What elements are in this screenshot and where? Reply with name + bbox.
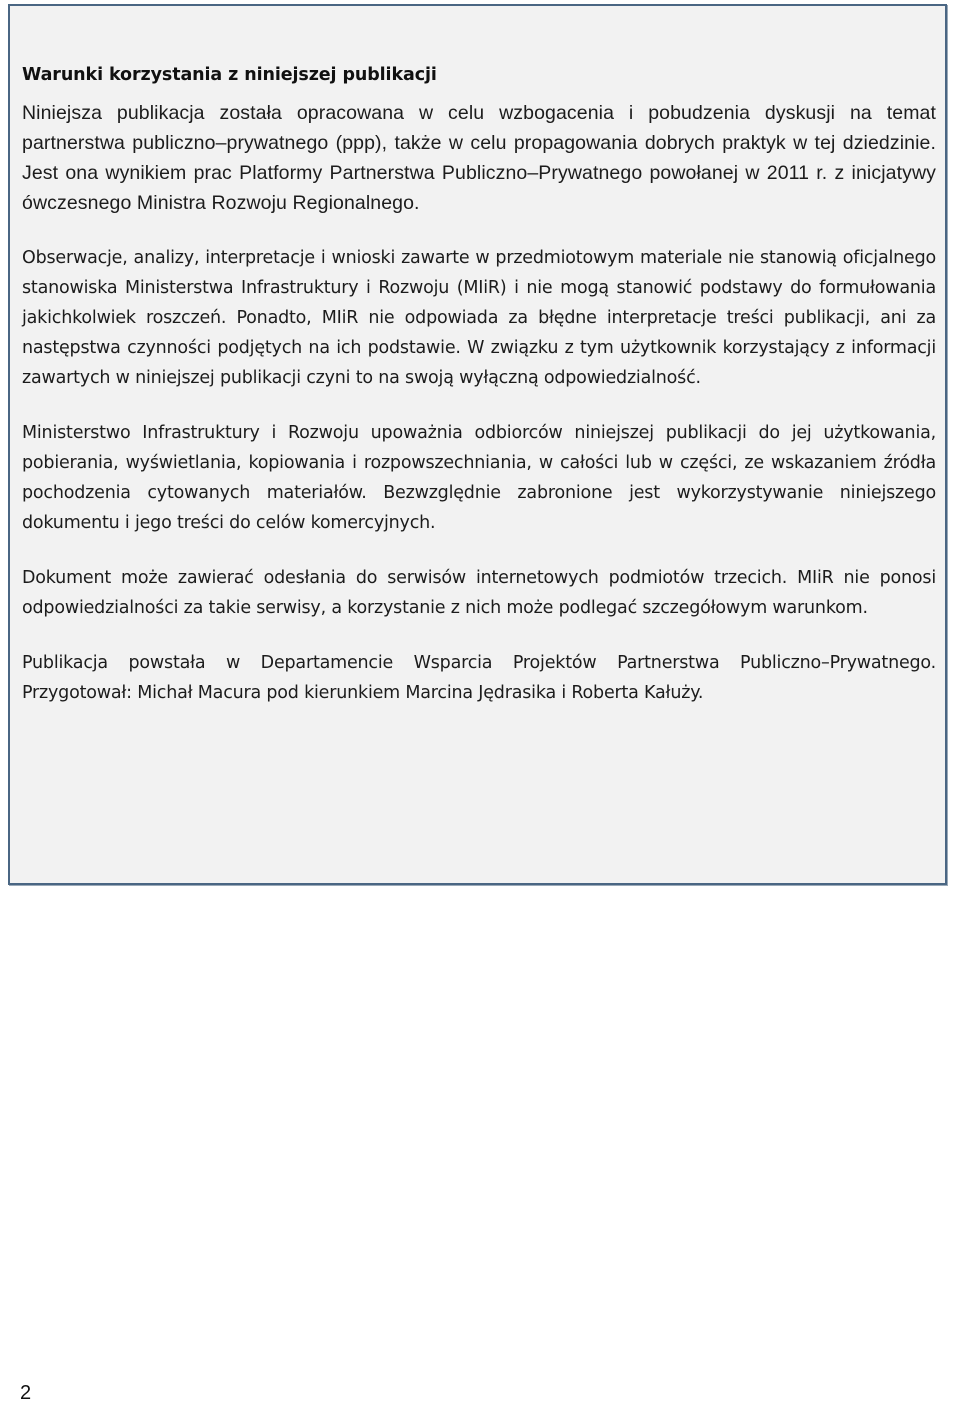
terms-of-use-box bbox=[8, 4, 947, 885]
paragraph-authors: Publikacja powstała w Departamencie Wsparcia Projektów Partnerstwa Publiczno–Prywatnego. Przygotował: Michał Macura pod kierunkiem Marcina Jędrasika i Roberta Kałuży. bbox=[22, 653, 936, 703]
paragraph-usage-rights: Ministerstwo Infrastruktury i Rozwoju upoważnia odbiorców niniejszej publikacji do jej użytkowania, pobierania, wyświetlania, kopiowania i rozpowszechniania, w całości lub w części, ze wskazaniem źródła pochodzenia cytowanych materiałów. Bezwzględnie zabronione jest wykorzystywanie niniejszego dokumentu i jego treści do celów komercyjnych. bbox=[22, 423, 936, 533]
paragraph-external-links: Dokument może zawierać odesłania do serwisów internetowych podmiotów trzecich. MIiR nie ponosi odpowiedzialności za takie serwisy, a korzystanie z nich może podlegać szczegółowym warunkom. bbox=[22, 568, 936, 618]
paragraph-purpose: Niniejsza publikacja została opracowana w celu wzbogacenia i pobudzenia dyskusji na temat partnerstwa publiczno–prywatnego (ppp), także w celu propagowania dobrych praktyk w tej dziedzinie. Jest ona wynikiem prac Platformy Partnerstwa Publiczno–Prywatnego powołanej w 2011 r. z inicjatywy ówczesnego Ministra Rozwoju Regionalnego. bbox=[22, 102, 936, 214]
terms-title: Warunki korzystania z niniejszej publikacji bbox=[22, 65, 437, 85]
paragraph-disclaimer: Obserwacje, analizy, interpretacje i wnioski zawarte w przedmiotowym materiale nie stanowią oficjalnego stanowiska Ministerstwa Infrastruktury i Rozwoju (MIiR) i nie mogą stanowić podstawy do formułowania jakichkolwiek roszczeń. Ponadto, MIiR nie odpowiada za błędne interpretacje treści publikacji, ani za następstwa czynności podjętych na ich podstawie. W związku z tym użytkownik korzystający z informacji zawartych w niniejszej publikacji czyni to na swoją wyłączną odpowiedzialność. bbox=[22, 248, 936, 388]
page-number: 2 bbox=[20, 1382, 32, 1404]
